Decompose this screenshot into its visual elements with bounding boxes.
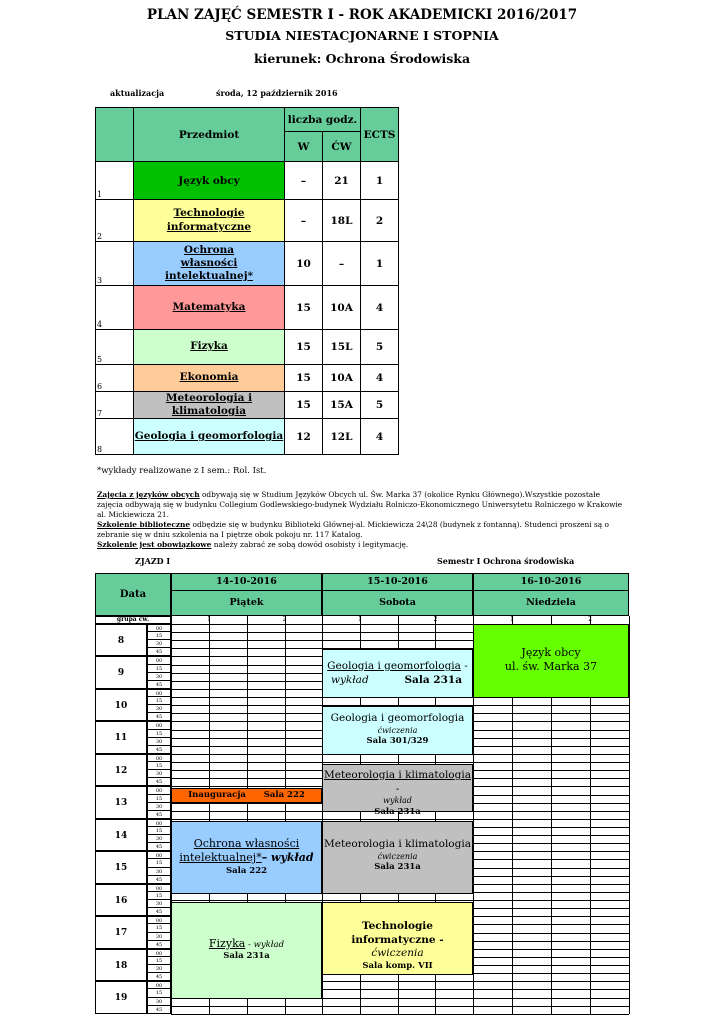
header-hours: liczba godz. xyxy=(285,108,361,132)
minute-cell: 45 xyxy=(147,908,171,916)
grid-row-line xyxy=(171,819,629,820)
header-cw: ĆW xyxy=(323,132,361,162)
event-title: Technologie informatyczne - xyxy=(351,920,444,946)
row-number: 1 xyxy=(96,162,134,200)
minute-cell: 00 xyxy=(147,819,171,827)
minute-cell: 15 xyxy=(147,762,171,770)
update-label: aktualizacja xyxy=(110,88,165,98)
grid-row-line xyxy=(171,900,629,901)
minute-cell: 30 xyxy=(147,933,171,941)
minute-cell: 45 xyxy=(147,843,171,851)
minute-cell: 15 xyxy=(147,924,171,932)
event-meteorologia-cwiczenia[interactable] xyxy=(322,821,473,894)
minute-cell: 15 xyxy=(147,989,171,997)
minute-cell: 00 xyxy=(147,721,171,729)
minute-cell: 15 xyxy=(147,632,171,640)
minute-cell: 15 xyxy=(147,892,171,900)
row-number: 7 xyxy=(96,392,134,419)
ects-value: 4 xyxy=(361,365,399,392)
event-title: Ochrona własności xyxy=(193,837,300,850)
event-title: Meteorologia i klimatologia - xyxy=(324,769,471,795)
minute-cell: 45 xyxy=(147,681,171,689)
table-row xyxy=(96,200,399,242)
hour-cell: 15 xyxy=(95,851,147,883)
semester-label: Semestr I Ochrona środowiska xyxy=(437,556,575,566)
event-room: Sala 231a xyxy=(374,862,421,873)
event-geologia-cwiczenia[interactable] xyxy=(322,706,473,755)
minute-cell: 15 xyxy=(147,859,171,867)
row-number: 3 xyxy=(96,242,134,286)
group-number: 2 xyxy=(433,616,438,623)
hour-cell: 10 xyxy=(95,689,147,721)
date-header: Data xyxy=(95,573,171,616)
day3-date: 16-10-2016 xyxy=(473,573,629,591)
minute-cell: 45 xyxy=(147,713,171,721)
event-title: Geologia i geomorfologia - xyxy=(327,660,468,672)
subject-name: Matematyka xyxy=(134,286,285,330)
note-languages: Zajęcia z języków obcych odbywają się w Studium Języków Obcych ul. Św. Marka 37 (okolice Rynku Głównego).Wszystkie pozostałe zajęcia odbywają się w budynku Collegium Godlewskiego-budynek Wydziału Rolniczo-Ekonomicznego Uniwersytetu Rolniczego w Krakowie al. Mickiewicza 21. xyxy=(97,490,623,519)
event-title: Meteorologia i klimatologia xyxy=(324,838,471,850)
header-ects: ECTS xyxy=(361,108,399,162)
hour-cell: 13 xyxy=(95,786,147,818)
hours-cw: – xyxy=(323,242,361,286)
update-date: środa, 12 październik 2016 xyxy=(216,88,338,98)
header-w: W xyxy=(285,132,323,162)
note-library: Szkolenie biblioteczne odbędzie się w budynku Biblioteki Głównej-al. Mickiewicza 24\28 (budynek z fontanną). Studenci proszeni są o zebranie się w dniu szkolenia na I piętrze obok pokoju nr. 117 Katalog. xyxy=(97,519,609,539)
hours-w: 15 xyxy=(285,286,323,330)
hours-w: 15 xyxy=(285,392,323,419)
day1-name: Piątek xyxy=(171,590,322,616)
hour-cell: 9 xyxy=(95,656,147,688)
event-room: Sala 222 xyxy=(225,865,268,876)
minute-cell: 15 xyxy=(147,827,171,835)
minute-cell: 15 xyxy=(147,957,171,965)
minute-cell: 00 xyxy=(147,689,171,697)
row-number: 6 xyxy=(96,365,134,392)
minute-cell: 15 xyxy=(147,795,171,803)
table-row xyxy=(96,365,399,392)
event-geologia-wyklad[interactable] xyxy=(322,649,473,698)
ects-value: 4 xyxy=(361,419,399,455)
event-type: ćwiczenia xyxy=(377,851,418,861)
row-number: 5 xyxy=(96,330,134,365)
group-number: 1 xyxy=(358,616,362,623)
subject-name: Ochrona własności intelektualnej* xyxy=(134,242,285,286)
minute-cell: 15 xyxy=(147,730,171,738)
minute-cell: 30 xyxy=(147,640,171,648)
group-number: 2 xyxy=(282,616,287,623)
event-title: Geologia i geomorfologia xyxy=(330,712,465,724)
minute-cell: 45 xyxy=(147,876,171,884)
minute-cell: 00 xyxy=(147,624,171,632)
event-inauguracja[interactable] xyxy=(171,788,322,803)
minute-cell: 00 xyxy=(147,949,171,957)
zjazd-label: ZJAZD I xyxy=(135,556,171,566)
hours-cw: 10A xyxy=(323,286,361,330)
event-jezyk-obcy[interactable] xyxy=(473,624,629,698)
hours-w: 10 xyxy=(285,242,323,286)
hour-cell: 19 xyxy=(95,981,147,1013)
event-type: ćwiczenia xyxy=(377,725,418,735)
hour-cell: 12 xyxy=(95,754,147,786)
hour-cell: 17 xyxy=(95,916,147,948)
page-subtitle: STUDIA NIESTACJONARNE I STOPNIA xyxy=(225,28,499,43)
minute-cell: 30 xyxy=(147,738,171,746)
ects-value: 5 xyxy=(361,330,399,365)
day3-name: Niedziela xyxy=(473,590,629,616)
hour-cell: 8 xyxy=(95,624,147,656)
event-detail: wykład Sala 231a xyxy=(331,673,462,686)
minute-cell: 30 xyxy=(147,803,171,811)
grid-row-line xyxy=(171,762,629,763)
minute-cell: 15 xyxy=(147,665,171,673)
event-fizyka-wyklad[interactable] xyxy=(171,902,322,999)
hours-cw: 21 xyxy=(323,162,361,200)
hour-cell: 18 xyxy=(95,949,147,981)
subject-name: Ekonomia xyxy=(134,365,285,392)
hours-cw: 10A xyxy=(323,365,361,392)
row-number: 2 xyxy=(96,200,134,242)
grid-col-line xyxy=(629,616,630,1014)
subject-name: Technologie informatyczne xyxy=(134,200,285,242)
table-row xyxy=(96,419,399,455)
minute-cell: 45 xyxy=(147,973,171,981)
footnote: *wykłady realizowane z I sem.: Rol. Ist. xyxy=(97,466,267,476)
minute-cell: 45 xyxy=(147,778,171,786)
ects-value: 2 xyxy=(361,200,399,242)
event-room: Sala 301/329 xyxy=(366,736,429,747)
subject-name: Język obcy xyxy=(134,162,285,200)
event-meteorologia-wyklad[interactable] xyxy=(322,764,473,817)
event-room: Sala 231a xyxy=(374,806,421,817)
subject-name: Geologia i geomorfologia xyxy=(134,419,285,455)
hours-cw: 12L xyxy=(323,419,361,455)
hours-cw: 15A xyxy=(323,392,361,419)
group-label: grupa ćw. xyxy=(95,616,171,624)
table-row xyxy=(96,330,399,365)
minute-cell: 45 xyxy=(147,1006,171,1014)
event-title: Fizyka - wykład xyxy=(208,937,285,950)
minute-cell: 30 xyxy=(147,835,171,843)
note-mandatory: Szkolenie jest obowiązkowe należy zabrać ze sobą dowód osobisty i legitymację. xyxy=(97,539,409,549)
minute-cell: 00 xyxy=(147,981,171,989)
ects-value: 5 xyxy=(361,392,399,419)
grid-row-line xyxy=(171,1014,629,1015)
event-title: Inauguracja xyxy=(188,790,246,800)
day2-date: 15-10-2016 xyxy=(322,573,473,591)
minute-cell: 30 xyxy=(147,770,171,778)
grid-row-line xyxy=(171,1006,629,1007)
event-room: Sala komp. VII xyxy=(362,960,433,971)
minute-cell: 30 xyxy=(147,673,171,681)
event-ochrona-wyklad[interactable] xyxy=(171,821,322,894)
ects-value: 1 xyxy=(361,162,399,200)
minute-cell: 45 xyxy=(147,941,171,949)
hours-w: 12 xyxy=(285,419,323,455)
hour-cell: 16 xyxy=(95,884,147,916)
group-number: 1 xyxy=(510,616,514,623)
ects-value: 4 xyxy=(361,286,399,330)
event-technologie-cwiczenia[interactable] xyxy=(322,902,473,975)
group-number: 2 xyxy=(588,616,592,623)
table-row xyxy=(96,242,399,286)
header-subject: Przedmiot xyxy=(134,108,285,162)
row-number: 4 xyxy=(96,286,134,330)
hours-cw: 18L xyxy=(323,200,361,242)
minute-cell: 45 xyxy=(147,746,171,754)
hours-w: 15 xyxy=(285,365,323,392)
event-type: ćwiczenia xyxy=(371,947,424,960)
minute-cell: 15 xyxy=(147,697,171,705)
minute-cell: 30 xyxy=(147,868,171,876)
hours-w: – xyxy=(285,162,323,200)
row-number: 8 xyxy=(96,419,134,455)
group-number: 1 xyxy=(207,616,211,623)
hours-w: 15 xyxy=(285,330,323,365)
event-title: Język obcy xyxy=(521,646,581,659)
event-place: ul. św. Marka 37 xyxy=(504,660,598,674)
minute-cell: 00 xyxy=(147,884,171,892)
table-row xyxy=(96,392,399,419)
minute-cell: 30 xyxy=(147,965,171,973)
subject-name: Meteorologia i klimatologia xyxy=(134,392,285,419)
minute-cell: 00 xyxy=(147,786,171,794)
minute-cell: 45 xyxy=(147,811,171,819)
hours-w: – xyxy=(285,200,323,242)
event-title-2: intelektualnej*– wykład xyxy=(179,851,314,865)
table-row xyxy=(96,286,399,330)
notes xyxy=(97,490,625,550)
hours-cw: 15L xyxy=(323,330,361,365)
hour-cell: 14 xyxy=(95,819,147,851)
subject-name: Fizyka xyxy=(134,330,285,365)
page-title: PLAN ZAJĘĆ SEMESTR I - ROK AKADEMICKI 2016/2017 xyxy=(146,7,578,23)
event-room: Sala 222 xyxy=(263,790,305,800)
event-type: wykład xyxy=(383,796,412,806)
subjects-table xyxy=(95,107,399,455)
minute-cell: 30 xyxy=(147,705,171,713)
event-room: Sala 231a xyxy=(223,951,270,962)
minute-cell: 00 xyxy=(147,916,171,924)
ects-value: 1 xyxy=(361,242,399,286)
minute-cell: 00 xyxy=(147,656,171,664)
minute-cell: 45 xyxy=(147,648,171,656)
minute-cell: 30 xyxy=(147,998,171,1006)
hour-cell: 11 xyxy=(95,721,147,753)
day1-date: 14-10-2016 xyxy=(171,573,322,591)
day2-name: Sobota xyxy=(322,590,473,616)
minute-cell: 00 xyxy=(147,851,171,859)
minute-cell: 30 xyxy=(147,900,171,908)
field-of-study: kierunek: Ochrona Środowiska xyxy=(253,51,471,66)
table-row xyxy=(96,162,399,200)
minute-cell: 00 xyxy=(147,754,171,762)
